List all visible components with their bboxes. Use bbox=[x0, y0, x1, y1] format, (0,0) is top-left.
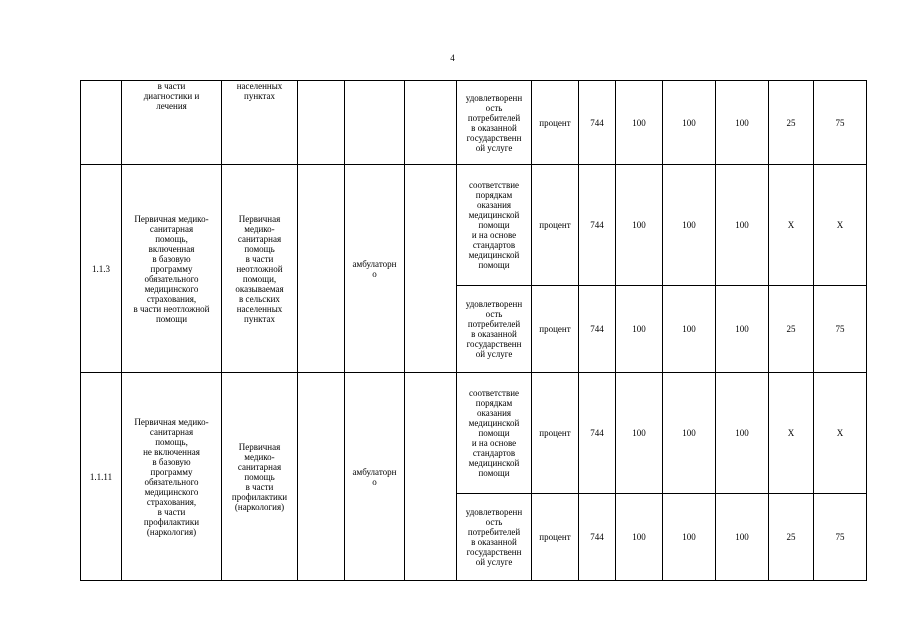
okei-code: 744 bbox=[579, 494, 616, 581]
service-form: амбулаторн о bbox=[345, 165, 405, 373]
deviation-value: Х bbox=[769, 165, 814, 286]
empty-cell bbox=[405, 81, 457, 165]
page-number: 4 bbox=[450, 53, 455, 63]
table-row bbox=[81, 373, 867, 494]
empty-cell bbox=[298, 373, 345, 581]
okei-code: 744 bbox=[579, 81, 616, 165]
service-form bbox=[345, 81, 405, 165]
value-3: 100 bbox=[716, 165, 769, 286]
deviation-value: 25 bbox=[769, 494, 814, 581]
criterion-name: соответствие порядкам оказания медицинской помощи и на основе стандартов медицинской помощи bbox=[457, 373, 532, 494]
value-2: 100 bbox=[663, 81, 716, 165]
deviation-value: Х bbox=[814, 165, 867, 286]
value-1: 100 bbox=[616, 81, 663, 165]
value-3: 100 bbox=[716, 494, 769, 581]
value-2: 100 bbox=[663, 165, 716, 286]
service-conditions: Первичная медико- санитарная помощь в части профилактики (наркология) bbox=[222, 373, 298, 581]
unit-name: процент bbox=[532, 286, 579, 373]
unit-name: процент bbox=[532, 373, 579, 494]
okei-code: 744 bbox=[579, 373, 616, 494]
deviation-value: 75 bbox=[814, 494, 867, 581]
service-form: амбулаторн о bbox=[345, 373, 405, 581]
deviation-value: 25 bbox=[769, 81, 814, 165]
value-1: 100 bbox=[616, 494, 663, 581]
unit-name: процент bbox=[532, 81, 579, 165]
services-table bbox=[80, 80, 867, 581]
row-number: 1.1.3 bbox=[81, 165, 122, 373]
value-3: 100 bbox=[716, 81, 769, 165]
deviation-value: 75 bbox=[814, 286, 867, 373]
empty-cell bbox=[298, 81, 345, 165]
criterion-name: удовлетворенн ость потребителей в оказанной государственн ой услуге bbox=[457, 81, 532, 165]
okei-code: 744 bbox=[579, 286, 616, 373]
okei-code: 744 bbox=[579, 165, 616, 286]
deviation-value: 25 bbox=[769, 286, 814, 373]
empty-cell bbox=[405, 165, 457, 373]
service-conditions: Первичная медико- санитарная помощь в части неотложной помощи, оказываемая в сельских населенных пунктах bbox=[222, 165, 298, 373]
deviation-value: 75 bbox=[814, 81, 867, 165]
value-2: 100 bbox=[663, 373, 716, 494]
value-3: 100 bbox=[716, 286, 769, 373]
value-3: 100 bbox=[716, 373, 769, 494]
value-1: 100 bbox=[616, 373, 663, 494]
service-conditions: населенных пунктах bbox=[222, 81, 298, 165]
criterion-name: соответствие порядкам оказания медицинской помощи и на основе стандартов медицинской помощи bbox=[457, 165, 532, 286]
criterion-name: удовлетворенн ость потребителей в оказанной государственн ой услуге bbox=[457, 286, 532, 373]
service-name: Первичная медико- санитарная помощь, не включенная в базовую программу обязательного медицинского страхования, в части профилактики (наркология) bbox=[122, 373, 222, 581]
deviation-value: Х bbox=[769, 373, 814, 494]
service-name: Первичная медико- санитарная помощь, включенная в базовую программу обязательного медицинского страхования, в части неотложной помощи bbox=[122, 165, 222, 373]
value-2: 100 bbox=[663, 494, 716, 581]
deviation-value: Х bbox=[814, 373, 867, 494]
value-1: 100 bbox=[616, 165, 663, 286]
unit-name: процент bbox=[532, 494, 579, 581]
value-2: 100 bbox=[663, 286, 716, 373]
criterion-name: удовлетворенн ость потребителей в оказанной государственн ой услуге bbox=[457, 494, 532, 581]
service-name: в части диагностики и лечения bbox=[122, 81, 222, 165]
empty-cell bbox=[405, 373, 457, 581]
table-row bbox=[81, 165, 867, 286]
empty-cell bbox=[298, 165, 345, 373]
value-1: 100 bbox=[616, 286, 663, 373]
unit-name: процент bbox=[532, 165, 579, 286]
table-row bbox=[81, 81, 867, 165]
row-number: 1.1.11 bbox=[81, 373, 122, 581]
row-number bbox=[81, 81, 122, 165]
